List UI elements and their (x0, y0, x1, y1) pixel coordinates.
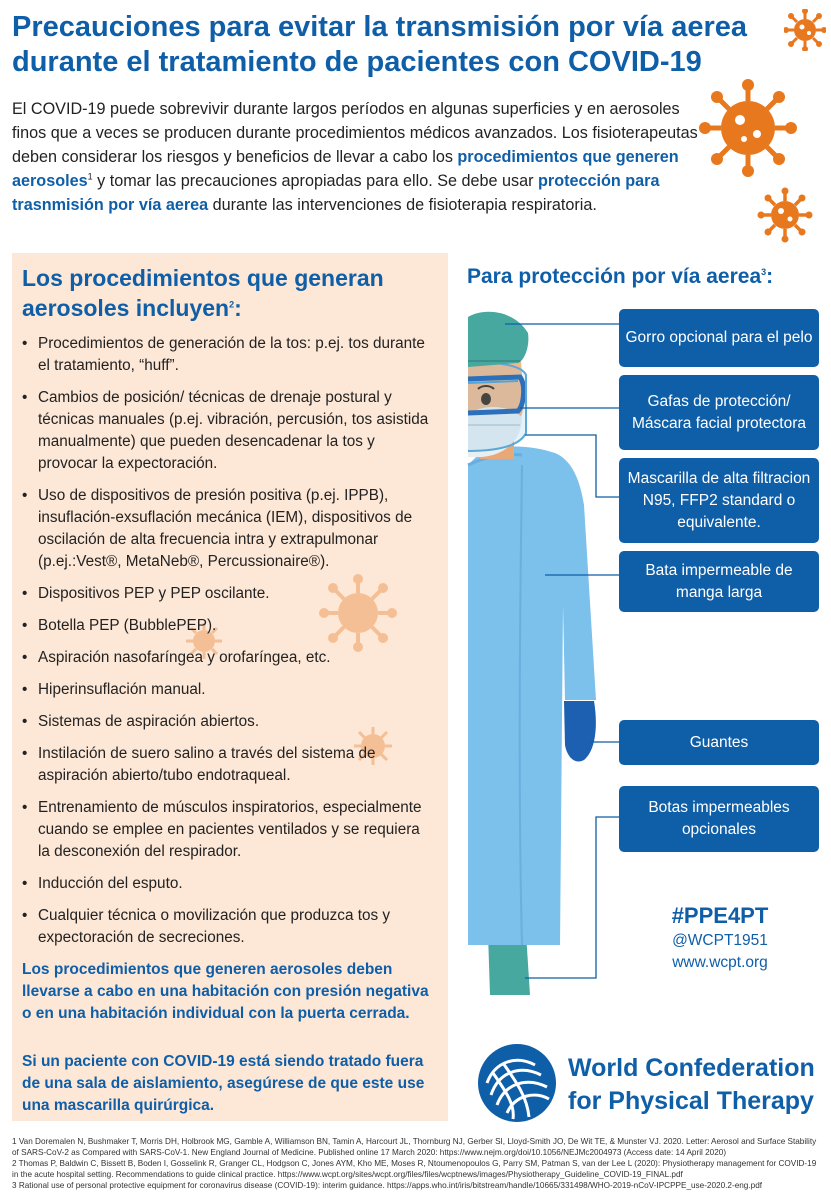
list-item-text: Hiperinsuflación manual. (38, 681, 206, 698)
label-hair-cap: Gorro opcional para el pelo (619, 309, 819, 367)
protection-heading-colon: : (766, 265, 774, 288)
bullet-icon: • (22, 585, 28, 602)
label-goggles-face-shield: Gafas de protección/ Máscara facial protectora (619, 375, 819, 450)
surgical-mask-note: Si un paciente con COVID-19 está siendo tratado fuera de una sala de aislamiento, asegúrese de que este use una mascarilla quirúrgica. (22, 1053, 425, 1114)
bullet-icon: • (22, 745, 28, 762)
reference-2: 2 Thomas P, Baldwin C, Bissett B, Boden I, Gosselink R, Granger CL, Hodgson C, Jones AYM, Kho ME, Moses R, Ntoumenopoulos G, Parry SM, Patman S, van der Lee L (2020): Physiotherapy management for COVID-19 in the acute hospital setting. Recommendations to guide clinical practice. https://www.wcpt.org/sites/wcpt.org/files/files/wcptnews/images/Physiotherapy_Guideline_COVID-19_FINAL.pdf (12, 1159, 817, 1179)
bullet-icon: • (22, 875, 28, 892)
intro-text: El COVID-19 puede sobrevivir durante largos períodos en algunas superficies y en aerosoles finos que a veces se producen durante procedimientos médicos avanzados. Los fisioterapeutas deben considerar los riesgos y beneficios de llevar a cabo los (12, 100, 698, 166)
bullet-icon: • (22, 907, 28, 924)
bullet-icon: • (22, 799, 28, 816)
label-gloves: Guantes (619, 720, 819, 765)
intro-highlight-aerosol-procedures: procedimientos que generen aerosoles (12, 148, 679, 190)
label-boots: Botas impermeables opcionales (619, 786, 819, 852)
bullet-icon: • (22, 487, 28, 504)
intro-text: y tomar las precauciones apropiadas para ello. Se debe usar (92, 172, 539, 190)
procedures-heading-colon: : (234, 295, 242, 321)
footnote-ref: 1 (87, 171, 93, 182)
list-item-text: Entrenamiento de músculos inspiratorios, especialmente cuando se emplee en pacientes ventilados y se requiera la desconexión del respirador. (38, 799, 422, 860)
list-item-text: Aspiración nasofaríngea y orofaríngea, etc. (38, 649, 331, 666)
bullet-icon: • (22, 389, 28, 406)
intro-text: durante las intervenciones de fisioterapia respiratoria. (208, 196, 597, 214)
reference-1: 1 Van Doremalen N, Bushmaker T, Morris DH, Holbrook MG, Gamble A, Williamson BN, Tamin A, Harcourt JL, Thornburg NJ, Gerber SI, Lloyd-Smith JO, De Wit TE, & Munster VJ. 2020. Letter: Aerosol and Surface Stability of SARS-CoV-2 as Compared with SARS-CoV-1. New England Journal of Medicine. Published online 17 March 2020: https://www.nejm.org/doi/10.1056/NEJMc2004973 (Access date: 14 April 2020) (12, 1137, 817, 1157)
wcpt-logo-icon (477, 1043, 557, 1123)
list-item-text: Cualquier técnica o movilización que produzca tos y expectoración de secreciones. (38, 907, 391, 946)
list-item-text: Cambios de posición/ técnicas de drenaje postural y técnicas manuales (p.ej. vibración, percusión, tos asistida manualmente) que pueden desencadenar la tos y provocar la expectoración. (38, 389, 429, 472)
bullet-icon: • (22, 617, 28, 634)
social-tags (630, 902, 810, 974)
label-n95-mask: Mascarilla de alta filtracion N95, FFP2 standard o equivalente. (619, 458, 819, 543)
negative-pressure-note: Los procedimientos que generen aerosoles deben llevarse a cabo en una habitación con presión negativa o en una habitación individual con la puerta cerrada. (22, 961, 429, 1022)
list-item-text: Dispositivos PEP y PEP oscilante. (38, 585, 270, 602)
intro-highlight-airborne-protection: protección para trasnmisión por vía aerea (12, 172, 660, 214)
list-item-text: Sistemas de aspiración abiertos. (38, 713, 260, 730)
footnote-ref: 2 (229, 299, 235, 310)
bullet-icon: • (22, 335, 28, 352)
logo-line-1: World Confederation (568, 1054, 815, 1082)
wcpt-logo-text (568, 1052, 815, 1118)
protection-heading-text: Para protección por vía aerea (467, 265, 762, 288)
reference-3: 3 Rational use of personal protective equipment for coronavirus disease (COVID-19): interim guidance. https://apps.who.int/iris/bitstream/handle/10665/331498/WHO-2019-nCoV-IPCPPE_use-2020.2-eng.pdf (12, 1181, 763, 1190)
label-gown: Bata impermeable de manga larga (619, 551, 819, 612)
references (12, 1136, 824, 1191)
list-item-text: Instilación de suero salino a través del sistema de aspiración abierto/tubo endotraqueal. (38, 745, 376, 784)
bullet-icon: • (22, 681, 28, 698)
list-item-text: Botella PEP (BubblePEP). (38, 617, 217, 634)
website-link[interactable]: www.wcpt.org (672, 954, 768, 971)
procedures-heading-text: Los procedimientos que generan aerosoles incluyen (22, 265, 384, 321)
bullet-icon: • (22, 649, 28, 666)
bullet-icon: • (22, 713, 28, 730)
title-line-1: Precauciones para evitar la transmisión por vía aerea (12, 11, 748, 43)
title-line-2: durante el tratamiento de pacientes con COVID-19 (12, 46, 702, 78)
logo-line-2: for Physical Therapy (568, 1087, 814, 1115)
list-item-text: Procedimientos de generación de la tos: p.ej. tos durante el tratamiento, “huff”. (38, 335, 425, 374)
hashtag: #PPE4PT (671, 903, 769, 928)
footnote-ref: 3 (761, 267, 767, 277)
twitter-handle: @WCPT1951 (672, 932, 768, 949)
list-item-text: Uso de dispositivos de presión positiva (p.ej. IPPB), insuflación-exsuflación mecánica (IEM), dispositivos de oscilación de alta frecuencia intra y extrapulmonar (p.ej.:Vest®, MetaNeb®, Percussionaire®). (38, 487, 413, 570)
list-item-text: Inducción del esputo. (38, 875, 183, 892)
